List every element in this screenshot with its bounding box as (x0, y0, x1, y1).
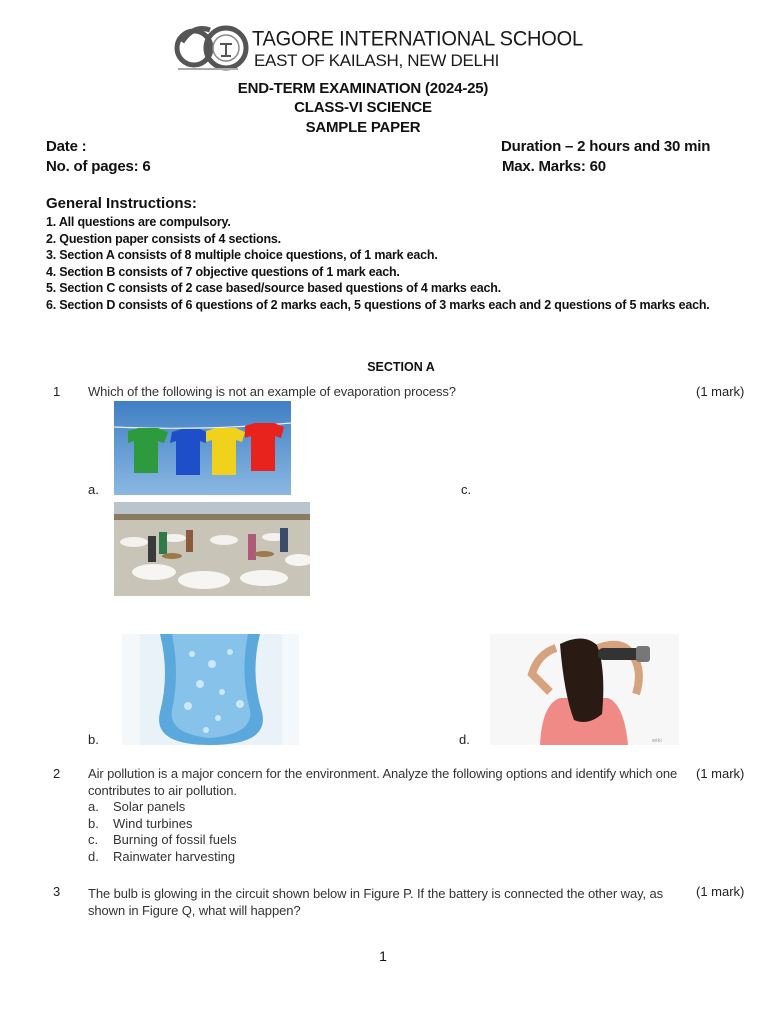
instruction-item: 4. Section B consists of 7 objective questions of 1 mark each. (46, 264, 400, 279)
option-label: d. (459, 732, 470, 747)
option-label: d. (88, 848, 99, 864)
school-logo (174, 22, 250, 74)
option-label: b. (88, 732, 99, 747)
option-label: c. (88, 832, 99, 848)
option (88, 799, 237, 816)
instructions-list (46, 214, 726, 314)
question-text: The bulb is glowing in the circuit shown below in Figure P. If the battery is connected the other way, as shown in Figure Q, what will happen? (88, 886, 664, 918)
school-location: EAST OF KAILASH, NEW DELHI (254, 51, 500, 70)
hair-drying-image (490, 634, 679, 745)
question-number: 3 (53, 884, 61, 899)
option-text: Burning of fossil fuels (113, 832, 237, 848)
page-number: 1 (379, 948, 387, 964)
option-text: Wind turbines (113, 815, 193, 831)
option (88, 832, 237, 849)
option-text: Rainwater harvesting (113, 848, 236, 864)
salt-pans-image (114, 502, 310, 596)
instruction-item: 1. All questions are compulsory. (46, 215, 231, 229)
option-text: Solar panels (113, 799, 186, 814)
instruction-item: 3. Section A consists of 8 multiple choice questions, of 1 mark each. (46, 248, 438, 263)
instruction-item: 2. Question paper consists of 4 sections. (46, 231, 281, 246)
option-label: a. (88, 482, 99, 497)
option-label: c. (461, 482, 472, 497)
paper-type: SAMPLE PAPER (305, 119, 421, 136)
max-marks-label: Max. Marks: 60 (502, 158, 606, 175)
option (88, 816, 237, 833)
options-list (88, 799, 237, 865)
school-name: TAGORE INTERNATIONAL SCHOOL (252, 27, 583, 51)
instruction-item: 6. Section D consists of 6 questions of 2 marks each, 5 questions of 3 marks each and 2 questions of 5 marks each. (46, 297, 710, 312)
instruction-item: 5. Section C consists of 2 case based/source based questions of 4 marks each. (46, 281, 501, 296)
option-label: a. (88, 799, 99, 814)
question-text: Air pollution is a major concern for the environment. Analyze the following options and identify which one contributes to air pollution. (88, 766, 678, 798)
svg-text:wiki: wiki (652, 738, 662, 744)
question-number: 1 (53, 384, 61, 399)
pages-label: No. of pages: 6 (46, 158, 151, 175)
question-text: Which of the following is not an example of evaporation process? (88, 384, 456, 399)
class-subject: CLASS-VI SCIENCE (294, 99, 432, 116)
exam-title: END-TERM EXAMINATION (2024-25) (237, 80, 489, 97)
clothes-drying-image (114, 401, 291, 495)
question-marks: (1 mark) (696, 384, 745, 399)
duration-label: Duration – 2 hours and 30 min (501, 138, 711, 155)
section-a-title: SECTION A (367, 360, 435, 374)
date-label: Date : (46, 138, 87, 155)
question-marks: (1 mark) (696, 766, 745, 781)
question-marks: (1 mark) (696, 884, 745, 899)
water-droplets-image (122, 634, 299, 745)
instructions-title: General Instructions: (46, 195, 197, 212)
option-label: b. (88, 815, 99, 831)
option (88, 849, 237, 866)
question-number: 2 (53, 766, 61, 781)
